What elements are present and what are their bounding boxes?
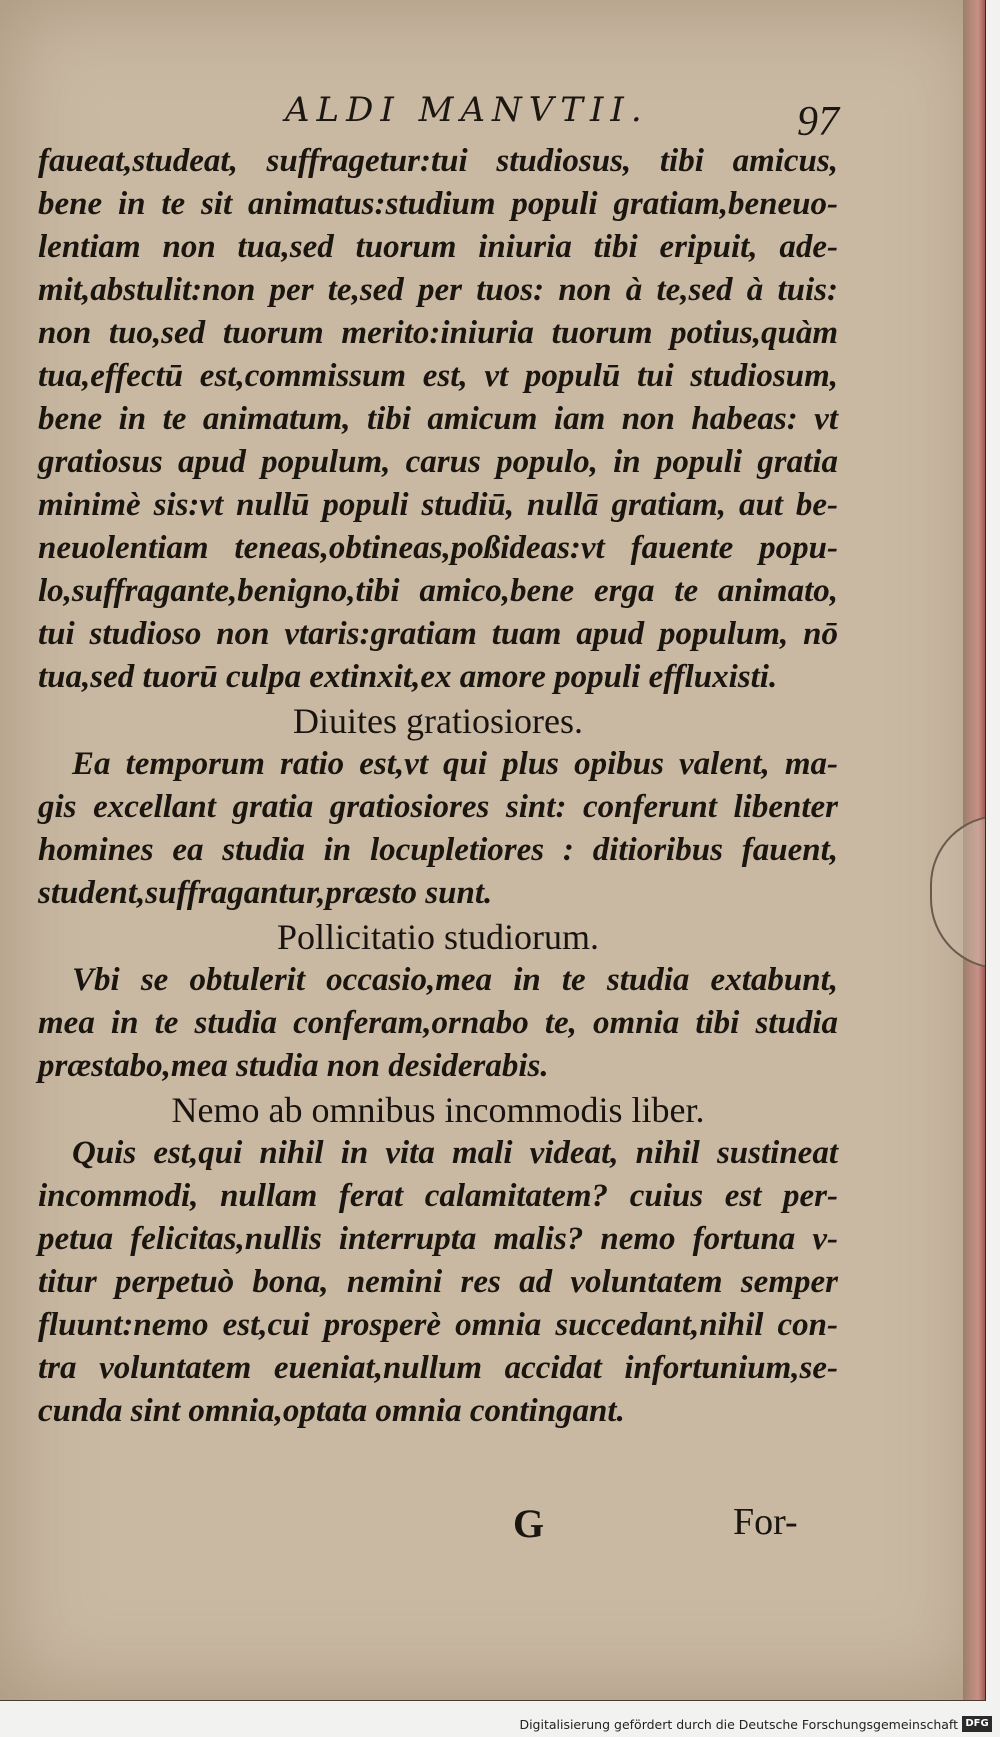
text-line: tua,effectū est,commissum est, vt populū tui studiosum, — [38, 358, 838, 394]
text-line: gis excellant gratia gratiosiores sint: conferunt libenter — [38, 789, 838, 825]
text-line: faueat,studeat, suffragetur:tui studiosus, tibi amicus, — [38, 143, 838, 179]
funding-credit: Digitalisierung gefördert durch die Deutsche Forschungsgemeinschaft — [519, 1717, 958, 1732]
body-text — [38, 140, 838, 1433]
running-head: ALDI MANVTII. — [285, 90, 649, 130]
text-line: præstabo,mea studia non desiderabis. — [38, 1048, 549, 1084]
footer-bar — [0, 1714, 1000, 1737]
text-line: titur perpetuò bona, nemini res ad voluntatem semper — [38, 1264, 838, 1300]
text-line: cunda sint omnia,optata omnia contingant. — [38, 1393, 625, 1429]
text-line: lo,suffragante,benigno,tibi amico,bene erga te animato, — [38, 573, 838, 609]
signature-mark: G — [513, 1501, 545, 1546]
section-heading: Diuites gratiosiores. — [293, 701, 583, 741]
text-line: tui studioso non vtaris:gratiam tuam apud populum, nō — [38, 616, 838, 652]
section-heading: Pollicitatio studiorum. — [277, 917, 599, 957]
text-line: Ea temporum ratio est,vt qui plus opibus valent, ma- — [72, 746, 838, 782]
text-line: Vbi se obtulerit occasio,mea in te studia extabunt, — [72, 962, 838, 998]
section-heading: Nemo ab omnibus incommodis liber. — [171, 1090, 705, 1130]
text-line: mea in te studia conferam,ornabo te, omnia tibi studia — [38, 1005, 838, 1041]
text-line: bene in te sit animatus:studium populi gratiam,beneuo- — [38, 186, 838, 222]
text-line: tra voluntatem eueniat,nullum accidat infortunium,se- — [38, 1350, 838, 1386]
text-line: lentiam non tua,sed tuorum iniuria tibi eripuit, ade- — [38, 229, 838, 265]
page-number: 97 — [797, 99, 839, 145]
thumb-notch — [930, 815, 986, 969]
text-line: bene in te animatum, tibi amicum iam non habeas: vt — [38, 401, 838, 437]
text-line: tua,sed tuorū culpa extinxit,ex amore populi effluxisti. — [38, 659, 778, 695]
text-line: incommodi, nullam ferat calamitatem? cuius est per- — [38, 1178, 838, 1214]
catchword: For- — [733, 1501, 798, 1543]
text-line: petua felicitas,nullis interrupta malis? nemo fortuna v- — [38, 1221, 838, 1257]
dfg-logo: DFG — [962, 1716, 992, 1732]
text-line: student,suffragantur,præsto sunt. — [38, 875, 493, 911]
text-line: non tuo,sed tuorum merito:iniuria tuorum potius,quàm — [38, 315, 838, 351]
text-line: mit,abstulit:non per te,sed per tuos: non à te,sed à tuis: — [38, 272, 838, 308]
text-line: homines ea studia in locupletiores : ditioribus fauent, — [38, 832, 838, 868]
text-line: Quis est,qui nihil in vita mali videat, nihil sustineat — [72, 1135, 838, 1171]
text-line: neuolentiam teneas,obtineas,poßideas:vt fauente popu- — [38, 530, 838, 566]
text-line: minimè sis:vt nullū populi studiū, nullā gratiam, aut be- — [38, 487, 838, 523]
text-line: gratiosus apud populum, carus populo, in populi gratia — [38, 444, 838, 480]
text-line: fluunt:nemo est,cui prosperè omnia succedant,nihil con- — [38, 1307, 838, 1343]
